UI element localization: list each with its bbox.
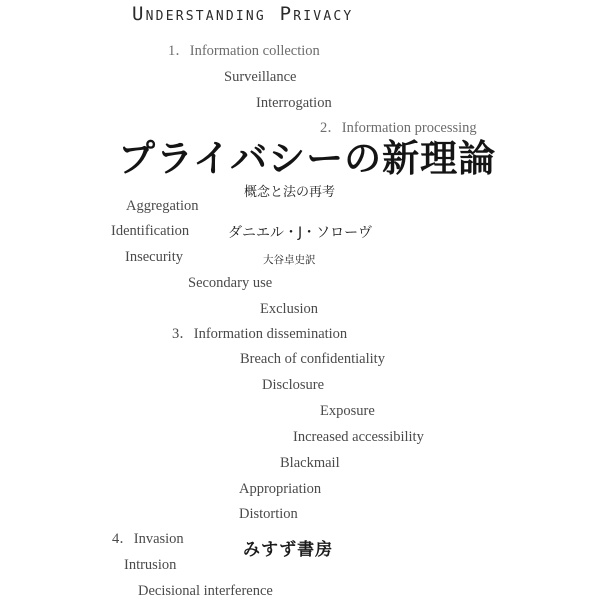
taxonomy-item-breach-of-confidentiality: Breach of confidentiality	[240, 351, 385, 367]
japanese-title: プライバシーの新理論	[118, 136, 497, 180]
taxonomy-item-secondary-use: Secondary use	[188, 275, 273, 291]
english-title: Understanding Privacy	[132, 3, 354, 25]
taxonomy-item-aggregation: Aggregation	[126, 198, 199, 214]
invasion-heading: 4．Invasion	[112, 531, 184, 547]
taxonomy-item-intrusion: Intrusion	[124, 557, 177, 573]
taxonomy-item-identification: Identification	[111, 223, 190, 239]
taxonomy-item-exclusion: Exclusion	[260, 301, 318, 317]
taxonomy-item-blackmail: Blackmail	[280, 455, 340, 471]
processing-heading: 2．Information processing	[320, 120, 477, 136]
taxonomy-item-disclosure: Disclosure	[262, 377, 325, 393]
taxonomy-item-decisional-interference: Decisional interference	[138, 583, 273, 599]
translator: 大谷卓史訳	[263, 254, 316, 266]
collection-heading: 1．Information collection	[168, 43, 320, 59]
taxonomy-item-exposure: Exposure	[320, 403, 375, 419]
taxonomy-item-increased-accessibility: Increased accessibility	[293, 429, 424, 445]
publisher: みすず書房	[243, 540, 334, 560]
author: ダニエル・J・ソローヴ	[228, 225, 373, 241]
taxonomy-item-insecurity: Insecurity	[125, 249, 183, 265]
subtitle: 概念と法の再考	[244, 185, 336, 200]
taxonomy-item-surveillance: Surveillance	[224, 69, 297, 85]
taxonomy-item-appropriation: Appropriation	[239, 481, 322, 497]
dissemination-heading: 3．Information dissemination	[172, 326, 348, 342]
taxonomy-item-interrogation: Interrogation	[256, 95, 332, 111]
taxonomy-item-distortion: Distortion	[239, 506, 298, 522]
